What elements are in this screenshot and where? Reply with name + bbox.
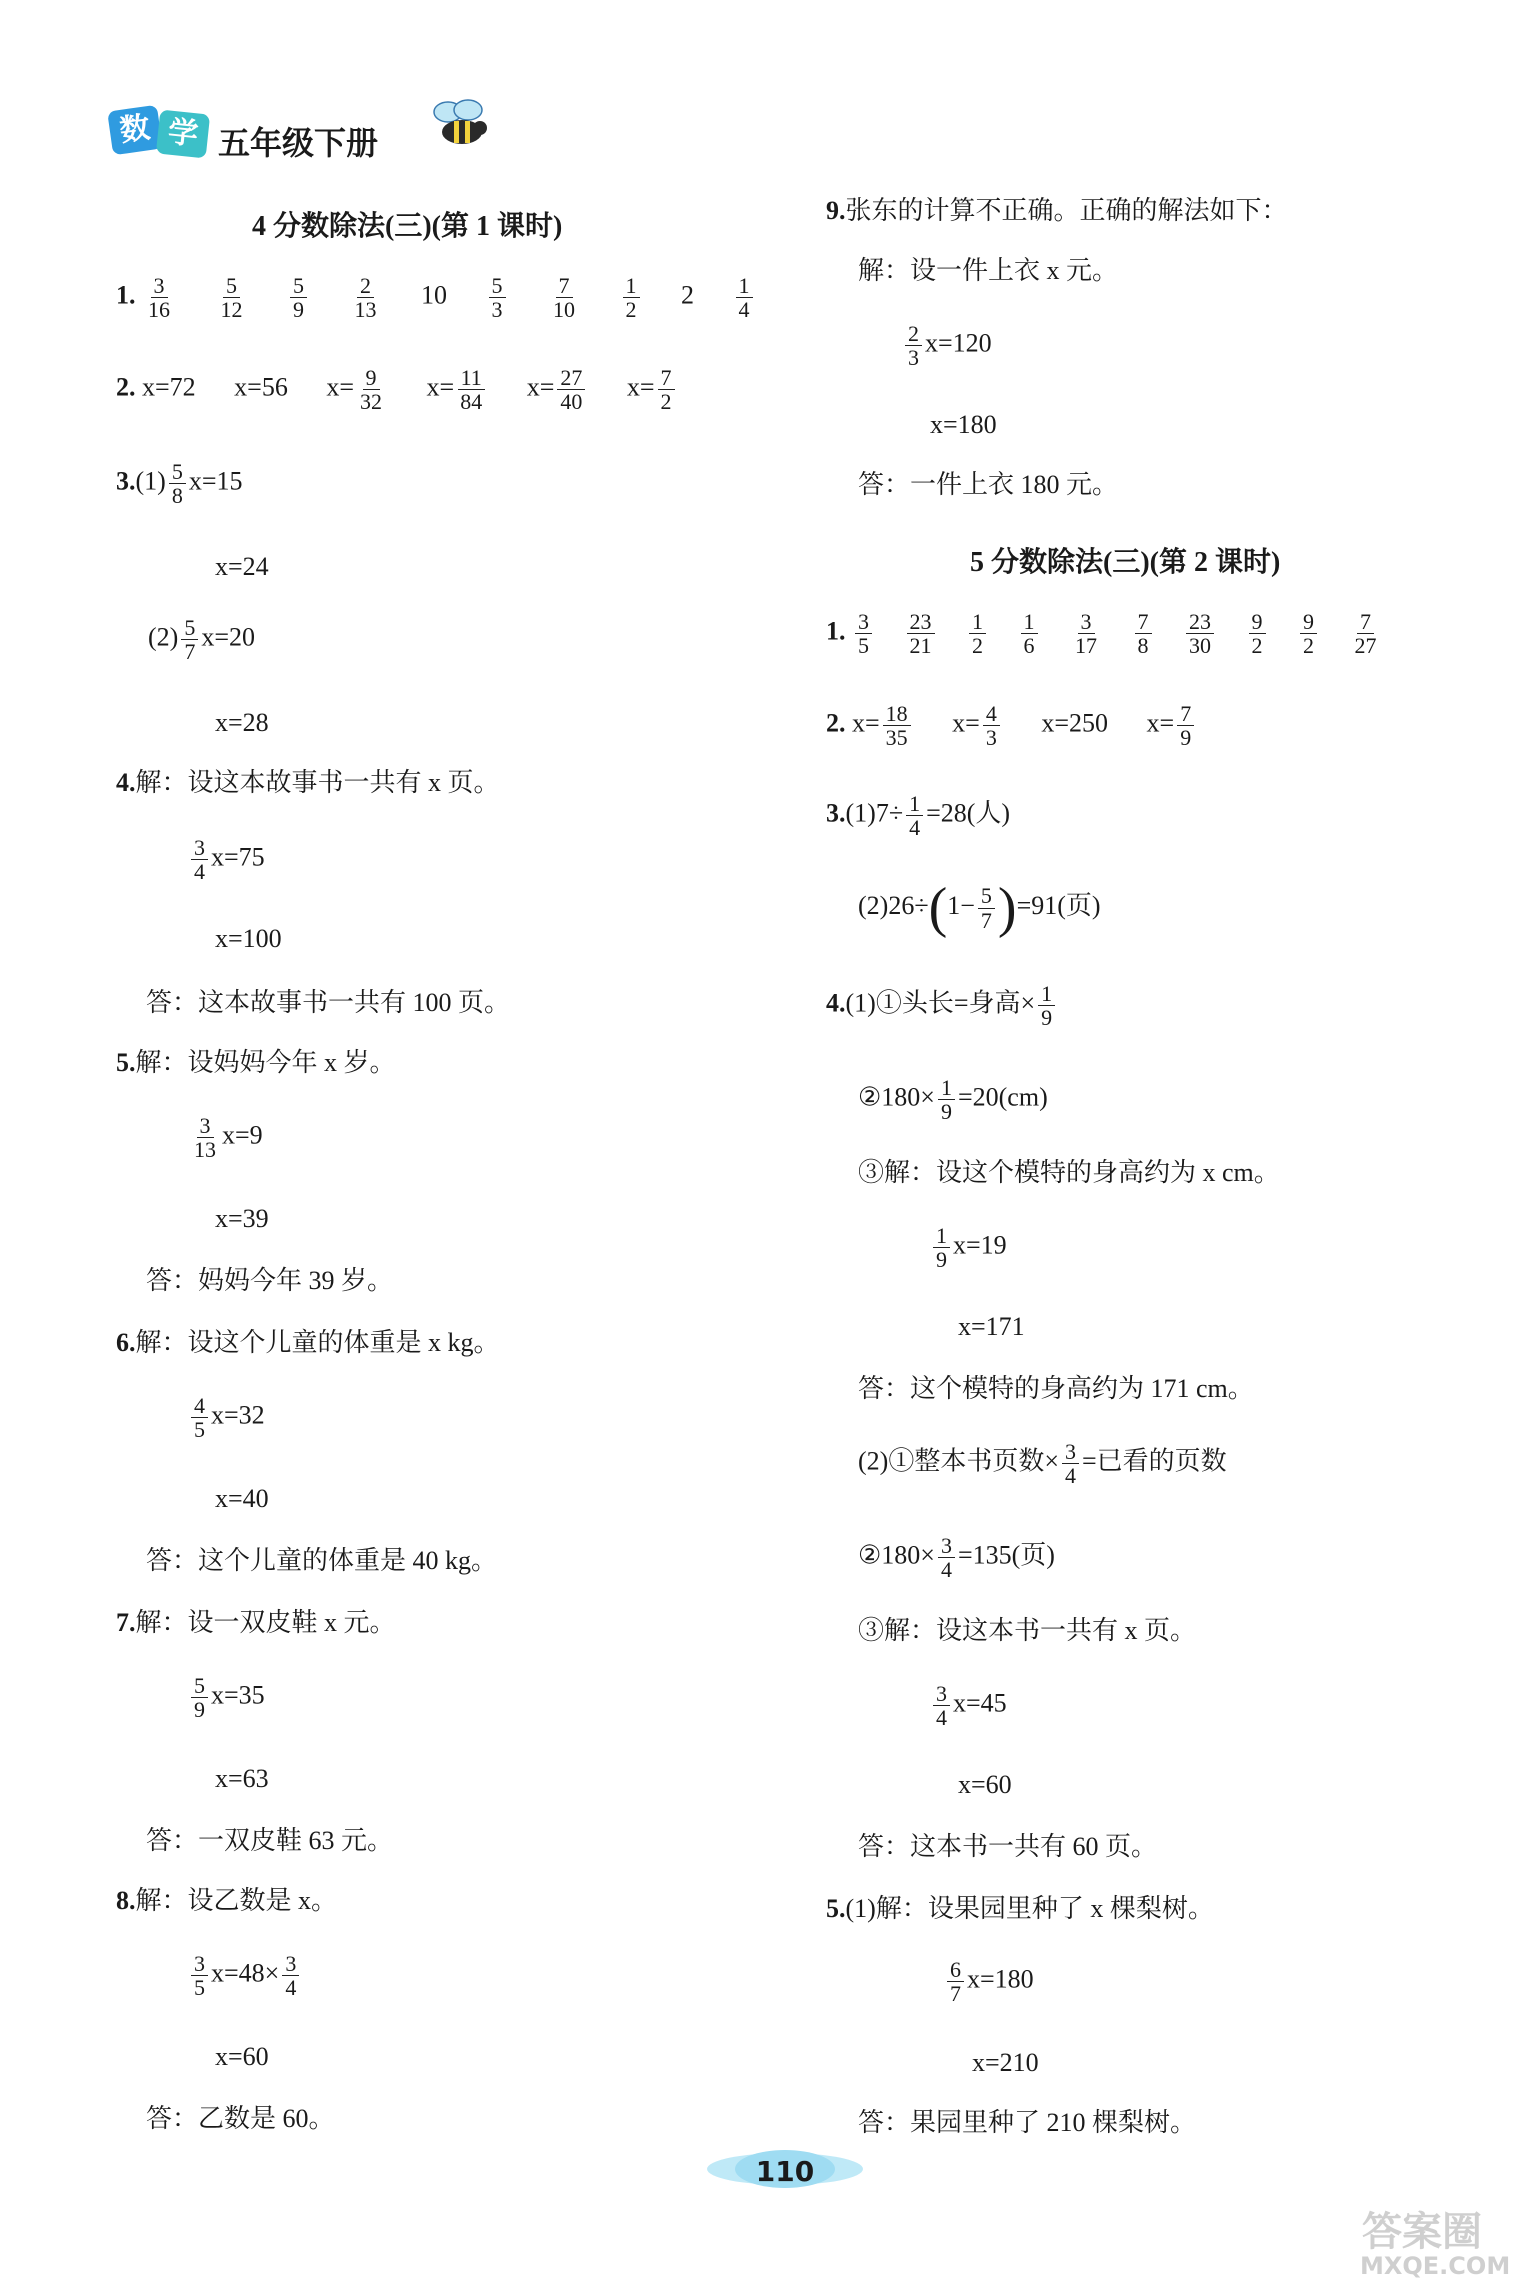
- fraction: $\frac{3}{4}$: [938, 1534, 955, 1581]
- fraction: $\frac{5}{3}$: [489, 274, 506, 321]
- page-number: 110: [755, 2155, 815, 2188]
- q3-eq1: 3.(1) $\frac{5}{8}$ x=15: [116, 459, 243, 509]
- r4-b3-sol: x=60: [958, 1770, 1012, 1799]
- q4-answer: 答：这本故事书一共有 100 页。: [146, 988, 511, 1017]
- bee-icon: [428, 98, 498, 155]
- fraction: $\frac{23}{30}$: [1186, 610, 1214, 657]
- q6-setup: 6.解：设这个儿童的体重是 x kg。: [116, 1328, 500, 1357]
- q3-eq2: (2) $\frac{5}{7}$ x=20: [148, 615, 255, 665]
- q6-answer: 答：这个儿童的体重是 40 kg。: [146, 1546, 498, 1575]
- fraction: $\frac{5}{7}$: [181, 616, 198, 663]
- fraction: $\frac{3}{5}$: [855, 610, 872, 657]
- q7-setup: 7.解：设一双皮鞋 x 元。: [116, 1608, 396, 1637]
- r4-a2: ②180× $\frac{1}{9}$ =20(cm): [858, 1075, 1048, 1125]
- fraction: $\frac{9}{2}$: [1249, 610, 1266, 657]
- q4-eq: $\frac{3}{4}$ x=75: [188, 836, 265, 883]
- fraction: $\frac{5}{8}$: [169, 460, 186, 507]
- fraction: $\frac{1}{9}$: [938, 1076, 955, 1123]
- watermark-url: MXQE.COM: [1360, 2252, 1511, 2280]
- q8-setup: 8.解：设乙数是 x。: [116, 1886, 338, 1915]
- fraction: $\frac{9}{2}$: [1300, 610, 1317, 657]
- fraction: $\frac{3}{5}$: [191, 1952, 208, 1999]
- q9-answer: 答：一件上衣 180 元。: [858, 470, 1119, 499]
- q9-eq: $\frac{2}{3}$ x=120: [902, 322, 992, 369]
- q9-text: 9.张东的计算不正确。正确的解法如下：: [826, 196, 1288, 225]
- q9-sol: x=180: [930, 410, 997, 439]
- fraction: $\frac{3}{4}$: [1062, 1440, 1079, 1487]
- section-title-2: 5 分数除法(三)(第 2 课时): [970, 547, 1281, 578]
- section-title-1: 4 分数除法(三)(第 1 课时): [252, 211, 563, 242]
- logo-char-2: 学: [156, 110, 210, 159]
- fraction: $\frac{6}{7}$: [947, 1958, 964, 2005]
- fraction: $\frac{2}{13}$: [354, 273, 377, 323]
- fraction: $\frac{3}{16}$: [148, 273, 170, 323]
- q5-eq: $\frac{3}{13}$ x=9: [188, 1114, 263, 1161]
- fraction: $\frac{9}{32}$: [360, 365, 383, 415]
- value: 10: [421, 280, 447, 310]
- r5-answer: 答：果园里种了 210 棵梨树。: [858, 2108, 1197, 2137]
- q6-eq: $\frac{4}{5}$ x=32: [188, 1394, 265, 1441]
- r4-a3-answer: 答：这个模特的身高约为 171 cm。: [858, 1374, 1254, 1403]
- q8-sol: x=60: [215, 2042, 269, 2071]
- q1-label: 1.: [116, 280, 136, 310]
- subject-logo: [110, 108, 215, 156]
- fraction: $\frac{7}{9}$: [1177, 702, 1194, 749]
- r4-a1: 4.(1)①头长=身高× $\frac{1}{9}$: [826, 982, 1058, 1029]
- fraction: $\frac{3}{4}$: [191, 836, 208, 883]
- fraction: $\frac{23}{21}$: [907, 610, 935, 657]
- q4-sol: x=100: [215, 924, 282, 953]
- value: x=72: [142, 372, 196, 402]
- fraction: $\frac{18}{35}$: [883, 702, 911, 749]
- fraction: $\frac{3}{17}$: [1075, 609, 1097, 659]
- fraction: $\frac{1}{6}$: [1021, 610, 1038, 657]
- q5-answer: 答：妈妈今年 39 岁。: [146, 1266, 394, 1295]
- r4-b3-eq: $\frac{3}{4}$ x=45: [930, 1682, 1007, 1729]
- value: 2: [681, 280, 694, 310]
- r3-eq2: (2)26÷(1− $\frac{5}{7}$ )=91(页): [858, 877, 1101, 939]
- fraction: $\frac{2}{3}$: [905, 322, 922, 369]
- fraction: $\frac{1}{2}$: [623, 274, 640, 321]
- fraction: $\frac{1}{9}$: [933, 1224, 950, 1271]
- page-number-badge: [705, 2146, 865, 2192]
- r4-b1: (2)①整本书页数× $\frac{3}{4}$ =已看的页数: [858, 1439, 1227, 1489]
- fraction: $\frac{7}{8}$: [1135, 610, 1152, 657]
- fraction: $\frac{7}{2}$: [658, 366, 675, 413]
- fraction: $\frac{11}{84}$: [457, 366, 485, 413]
- r4-b3-answer: 答：这本书一共有 60 页。: [858, 1832, 1158, 1861]
- r1-row: 1. $\frac{3}{5}$ $\frac{23}{21}$ $\frac{1}{2}$ $\frac{1}{6}$ $\frac{3}{17}$ $\frac{7}{8}$ $\frac{23}{30}$ $\frac{9}{2}$ $\frac{9}{2}$ $\frac{7}{27}$: [826, 610, 1383, 657]
- fraction: $\frac{1}{4}$: [906, 792, 923, 839]
- fraction: $\frac{3}{4}$: [933, 1682, 950, 1729]
- q7-sol: x=63: [215, 1764, 269, 1793]
- fraction: $\frac{1}{4}$: [736, 274, 753, 321]
- q5-sol: x=39: [215, 1204, 269, 1233]
- q2-row: 2. x=72 x=56 x= $\frac{9}{32}$ x= $\frac{11}{84}$ x= $\frac{27}{40}$ x= $\frac{7}{2}$: [116, 366, 678, 413]
- fraction: $\frac{7}{27}$: [1354, 609, 1377, 659]
- value: x=56: [234, 372, 288, 402]
- q2-label: 2.: [116, 372, 136, 402]
- r4-b2: ②180× $\frac{3}{4}$ =135(页): [858, 1533, 1055, 1583]
- r4-a3-sol: x=171: [958, 1312, 1025, 1341]
- fraction: $\frac{27}{40}$: [557, 366, 585, 413]
- r4-a3: ③解：设这个模特的身高约为 x cm。: [858, 1158, 1280, 1187]
- q8-eq: $\frac{3}{5}$ x=48× $\frac{3}{4}$: [188, 1952, 302, 1999]
- fraction: $\frac{5}{9}$: [191, 1674, 208, 1721]
- fraction: $\frac{3}{13}$: [194, 1113, 216, 1163]
- q7-eq: $\frac{5}{9}$ x=35: [188, 1674, 265, 1721]
- fraction: $\frac{1}{9}$: [1038, 982, 1055, 1029]
- fraction: $\frac{1}{2}$: [969, 610, 986, 657]
- q6-sol: x=40: [215, 1484, 269, 1513]
- q1-row: [116, 274, 756, 321]
- q9-setup: 解：设一件上衣 x 元。: [858, 256, 1119, 285]
- q3-sol1: x=24: [215, 552, 269, 581]
- r5-setup: 5.(1)解：设果园里种了 x 棵梨树。: [826, 1894, 1214, 1923]
- q8-answer: 答：乙数是 60。: [146, 2104, 335, 2133]
- q5-setup: 5.解：设妈妈今年 x 岁。: [116, 1048, 396, 1077]
- fraction: $\frac{5}{12}$: [220, 273, 243, 323]
- q4-setup: 4.解：设这本故事书一共有 x 页。: [116, 768, 500, 797]
- q7-answer: 答：一双皮鞋 63 元。: [146, 1826, 394, 1855]
- logo-char-1: 数: [107, 105, 163, 156]
- fraction: $\frac{4}{3}$: [983, 702, 1000, 749]
- r5-sol: x=210: [972, 2048, 1039, 2077]
- fraction: $\frac{7}{10}$: [553, 273, 575, 323]
- fraction: $\frac{5}{7}$: [978, 884, 995, 931]
- r2-row: 2. x= $\frac{18}{35}$ x= $\frac{4}{3}$ x=250 x= $\frac{7}{9}$: [826, 702, 1197, 749]
- fraction: $\frac{5}{9}$: [290, 274, 307, 321]
- q3-sol2: x=28: [215, 708, 269, 737]
- r4-a3-eq: $\frac{1}{9}$ x=19: [930, 1224, 1007, 1271]
- fraction: $\frac{3}{4}$: [282, 1952, 299, 1999]
- watermark-logo: 答案圈: [1362, 2209, 1482, 2255]
- r5-eq: $\frac{6}{7}$ x=180: [944, 1958, 1034, 2005]
- r3-eq1: 3.(1)7÷ $\frac{1}{4}$ =28(人): [826, 791, 1011, 841]
- fraction: $\frac{4}{5}$: [191, 1394, 208, 1441]
- r4-b3: ③解：设这本书一共有 x 页。: [858, 1616, 1197, 1645]
- grade-label: 五年级下册: [218, 124, 379, 162]
